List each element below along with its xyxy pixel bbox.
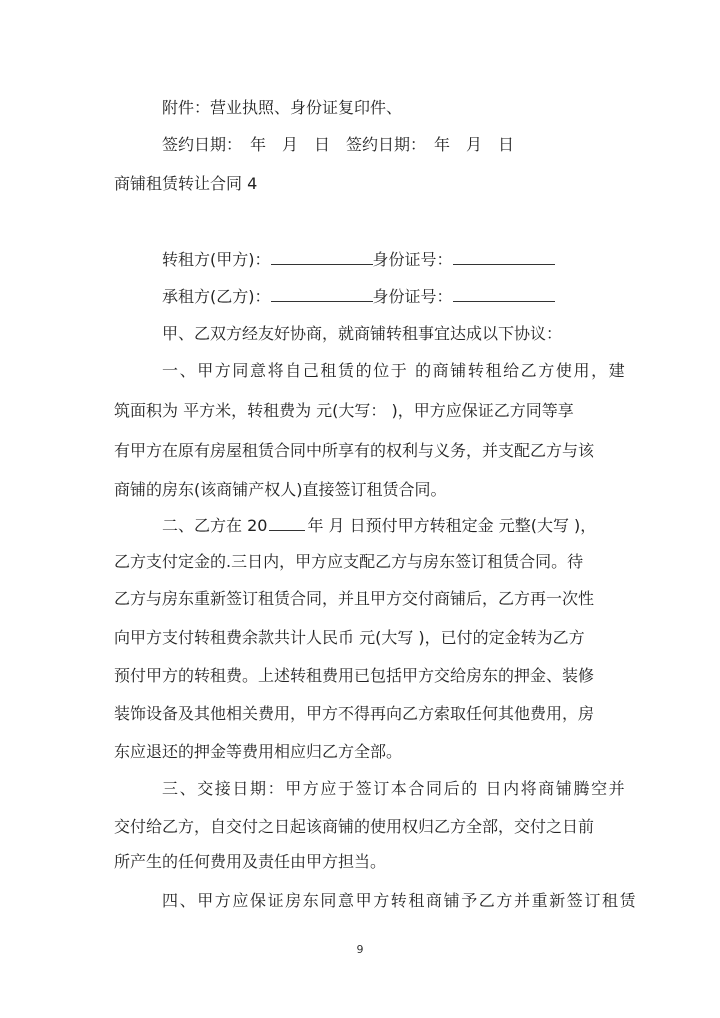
clause2-line: 乙方与房东重新签订租赁合同，并且甲方交付商铺后，乙方再一次性 <box>114 589 595 608</box>
party-b-label: 承租方(乙方)： <box>162 287 271 306</box>
clause2-first-line <box>162 516 596 536</box>
clause1-line: 一、甲方同意将自己租赁的位于 的商铺转租给乙方使用，建 <box>162 361 627 380</box>
clause2-line: 东应退还的押金等费用相应归乙方全部。 <box>114 742 403 761</box>
year-blank <box>269 516 305 531</box>
party-a-id-blank <box>453 250 555 265</box>
intro-line: 甲、乙双方经友好协商，就商铺转租事宜达成以下协议： <box>162 324 563 343</box>
clause1-line: 筑面积为 平方米，转租费为 元(大写： )，甲方应保证乙方同等享 <box>114 401 574 420</box>
clause2-line: 预付甲方的转租费。上述转租费用已包括甲方交给房东的押金、装修 <box>114 666 595 685</box>
clause1-line: 商铺的房东(该商铺产权人)直接签订租赁合同。 <box>114 480 447 499</box>
clause3-line: 三、交接日期：甲方应于签订本合同后的 日内将商铺腾空并 <box>162 779 627 798</box>
clause2-rest: 年 月 日预付甲方转租定金 元整(大写 )， <box>307 516 597 535</box>
clause2-prefix: 二、乙方在 20 <box>162 516 268 535</box>
contract-title: 商铺租赁转让合同 4 <box>114 174 258 193</box>
party-a-label: 转租方(甲方)： <box>162 250 271 269</box>
signing-date-line: 签约日期： 年 月 日 签约日期： 年 月 日 <box>162 135 515 154</box>
party-a-id-label: 身份证号： <box>372 250 453 269</box>
clause2-line: 装饰设备及其他相关费用，甲方不得再向乙方索取任何其他费用，房 <box>114 704 595 723</box>
party-a-name-blank <box>271 250 373 265</box>
clause2-line: 向甲方支付转租费余款共计人民币 元(大写 )，已付的定金转为乙方 <box>114 628 585 647</box>
clause4-line: 四、甲方应保证房东同意甲方转租商铺予乙方并重新签订租赁 <box>162 891 638 910</box>
attachments-line: 附件：营业执照、身份证复印件、 <box>162 98 403 117</box>
clause2-line: 乙方支付定金的.三日内，甲方应支配乙方与房东签订租赁合同。待 <box>114 552 584 571</box>
party-b-name-blank <box>271 287 373 302</box>
clause1-line: 有甲方在原有房屋租赁合同中所享有的权利与义务，并支配乙方与该 <box>114 441 595 460</box>
party-b-id-blank <box>453 287 555 302</box>
page-number: 9 <box>356 943 364 956</box>
clause3-line: 所产生的任何费用及责任由甲方担当。 <box>114 852 387 871</box>
party-b-id-label: 身份证号： <box>372 287 453 306</box>
party-b-line <box>162 287 555 307</box>
party-a-line <box>162 250 555 270</box>
clause3-line: 交付给乙方，自交付之日起该商铺的使用权归乙方全部，交付之日前 <box>114 817 595 836</box>
